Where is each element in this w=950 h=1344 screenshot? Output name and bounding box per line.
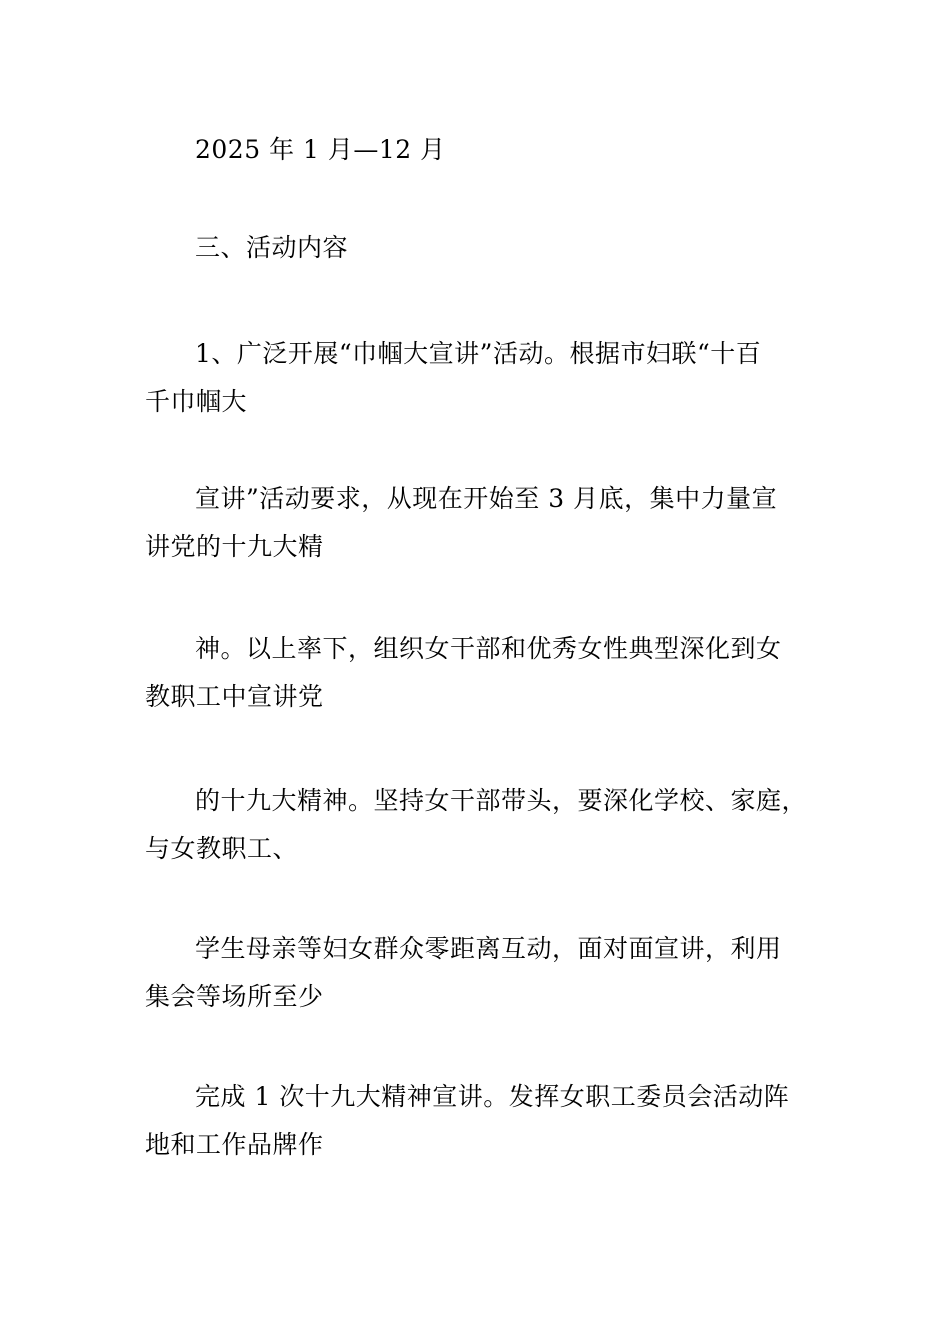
section-heading: 三、活动内容 <box>195 233 349 262</box>
paragraph-line: 学生母亲等妇女群众零距离互动，面对面宣讲，利用 <box>195 934 782 963</box>
paragraph-line: 集会等场所至少 <box>145 982 324 1011</box>
paragraph-line: 1、广泛开展“巾帼大宣讲”活动。根据市妇联“十百 <box>195 339 762 368</box>
date-range-line: 2025 年 1 月—12 月 <box>195 135 446 164</box>
paragraph-line: 千巾帼大 <box>145 387 248 416</box>
paragraph-line: 的十九大精神。坚持女干部带头，要深化学校、家庭， <box>195 786 808 815</box>
paragraph-line: 与女教职工、 <box>145 834 299 863</box>
paragraph-line: 教职工中宣讲党 <box>145 682 324 711</box>
paragraph-line: 完成 1 次十九大精神宣讲。发挥女职工委员会活动阵 <box>195 1082 790 1111</box>
paragraph-line: 神。以上率下，组织女干部和优秀女性典型深化到女 <box>195 634 782 663</box>
paragraph-line: 地和工作品牌作 <box>145 1130 324 1159</box>
paragraph-line: 讲党的十九大精 <box>145 532 324 561</box>
paragraph-line: 宣讲”活动要求，从现在开始至 3 月底，集中力量宣 <box>195 484 778 513</box>
